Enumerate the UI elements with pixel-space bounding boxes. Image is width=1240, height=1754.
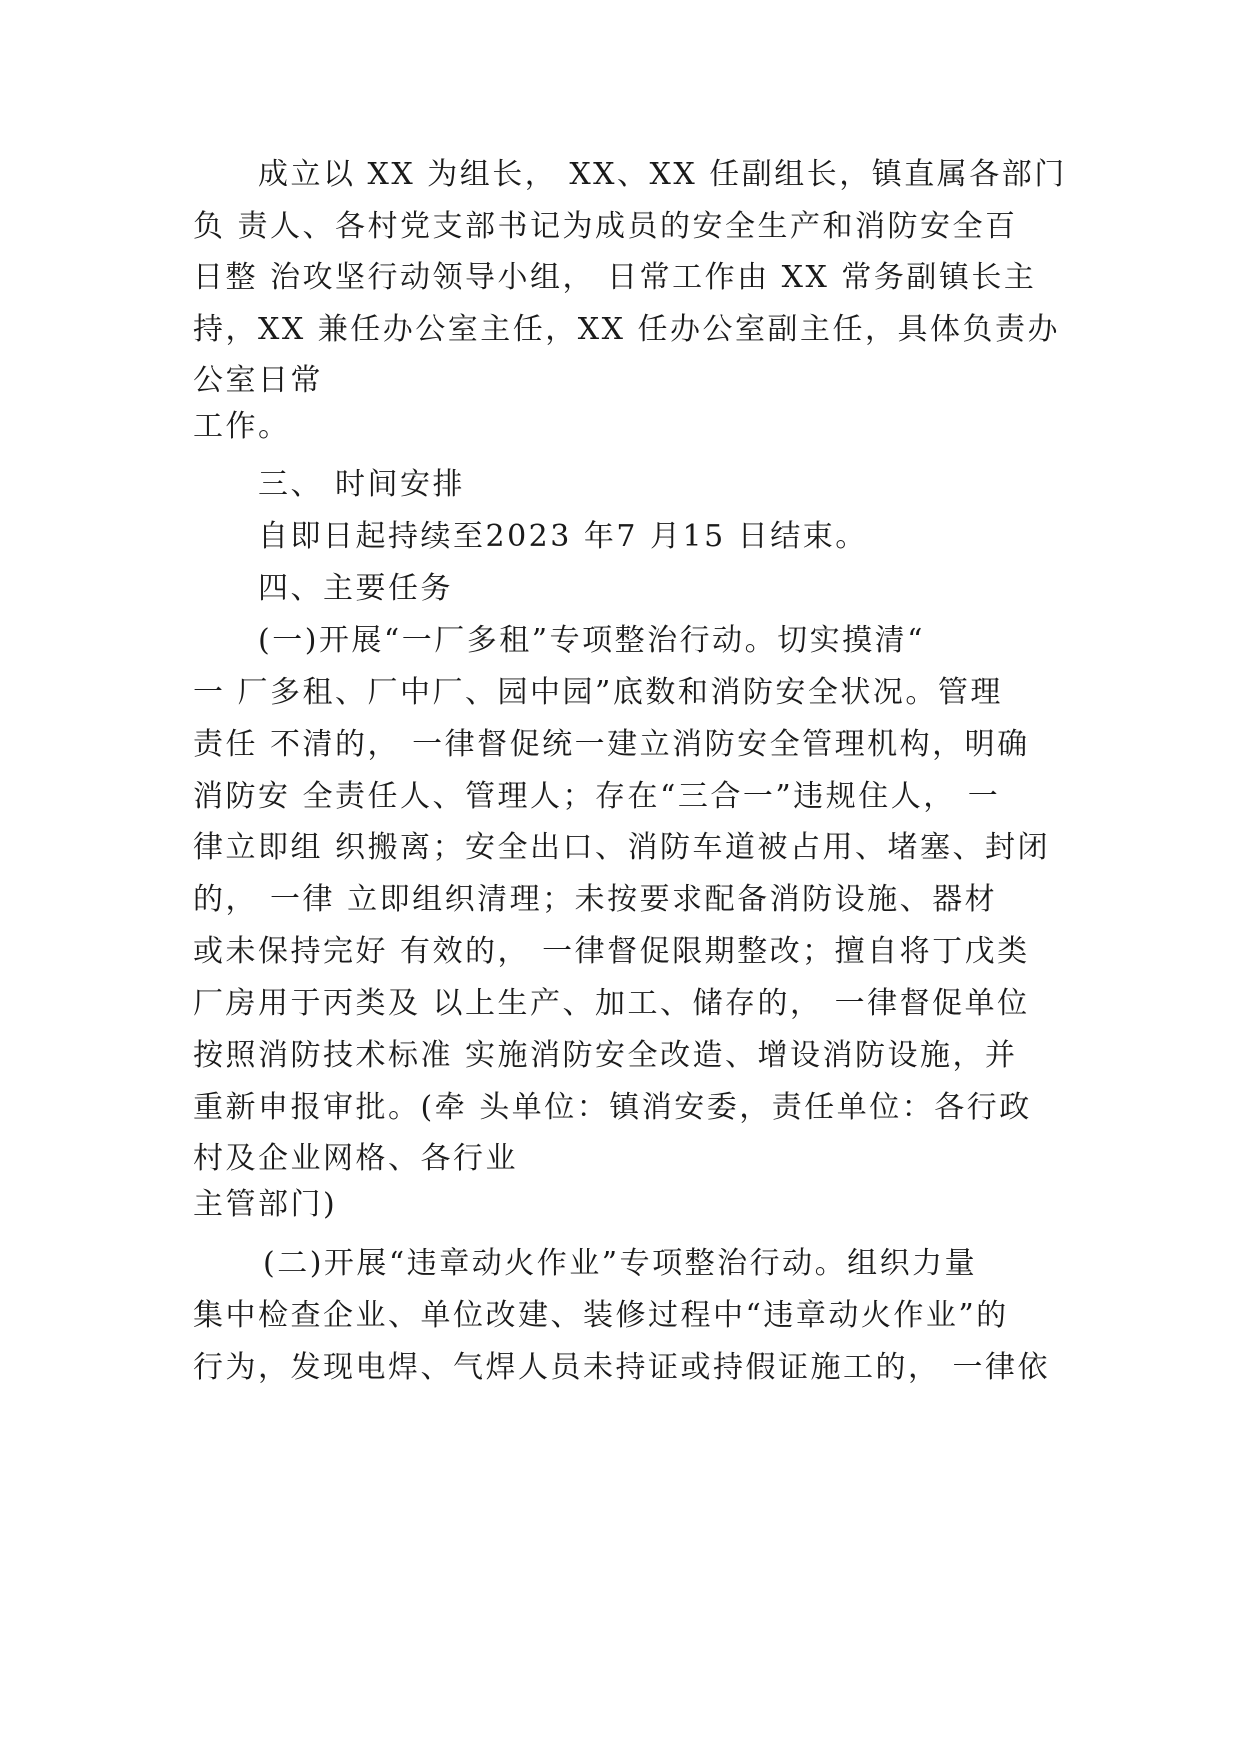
section-heading-schedule: 三、 时间安排 — [258, 467, 466, 502]
text-line: 重新申报审批。(牵 头单位：镇消安委，责任单位：各行政 — [193, 1090, 1032, 1125]
text-line: 或未保持完好 有效的， 一律督促限期整改；擅自将丁戊类 — [193, 934, 1030, 969]
text-line: 一 厂多租、厂中厂、园中园”底数和消防安全状况。管理 — [193, 675, 1003, 710]
text-line: 负 责人、各村党支部书记为成员的安全生产和消防安全百 — [193, 209, 1018, 244]
text-line: 按照消防技术标准 实施消防安全改造、增设消防设施，并 — [193, 1038, 1018, 1073]
text-line: 责任 不清的， 一律督促统一建立消防安全管理机构，明确 — [193, 727, 1030, 762]
text-line: 行为，发现电焊、气焊人员未持证或持假证施工的， 一律依 — [193, 1350, 1051, 1385]
text-line: 自即日起持续至2023 年7 月15 日结束。 — [258, 519, 868, 554]
text-line: 公室日常 — [193, 363, 323, 398]
text-line: 持，XX 兼任办公室主任，XX 任办公室副主任，具体负责办 — [193, 312, 1061, 347]
text-line: 的， 一律 立即组织清理；未按要求配备消防设施、器材 — [193, 882, 998, 917]
text-line: 消防安 全责任人、管理人；存在“三合一”违规住人， 一 — [193, 779, 1001, 814]
text-line: 日整 治攻坚行动领导小组， 日常工作由 XX 常务副镇长主 — [193, 260, 1037, 295]
section-heading-tasks: 四、主要任务 — [258, 571, 453, 606]
text-line: 集中检查企业、单位改建、装修过程中“违章动火作业”的 — [193, 1298, 1009, 1333]
task-2-heading: (二)开展“违章动火作业”专项整治行动。组织力量 — [263, 1246, 978, 1281]
text-line: 主管部门) — [193, 1187, 338, 1222]
text-line: 厂房用于丙类及 以上生产、加工、储存的， 一律督促单位 — [193, 986, 1030, 1021]
text-line: 村及企业网格、各行业 — [193, 1141, 518, 1176]
text-line: 成立以 XX 为组长， XX、XX 任副组长，镇直属各部门 — [258, 157, 1067, 192]
task-1-heading: (一)开展“一厂多租”专项整治行动。切实摸清“ — [258, 623, 925, 658]
text-line: 工作。 — [193, 409, 291, 444]
text-line: 律立即组 织搬离；安全出口、消防车道被占用、堵塞、封闭 — [193, 830, 1051, 865]
